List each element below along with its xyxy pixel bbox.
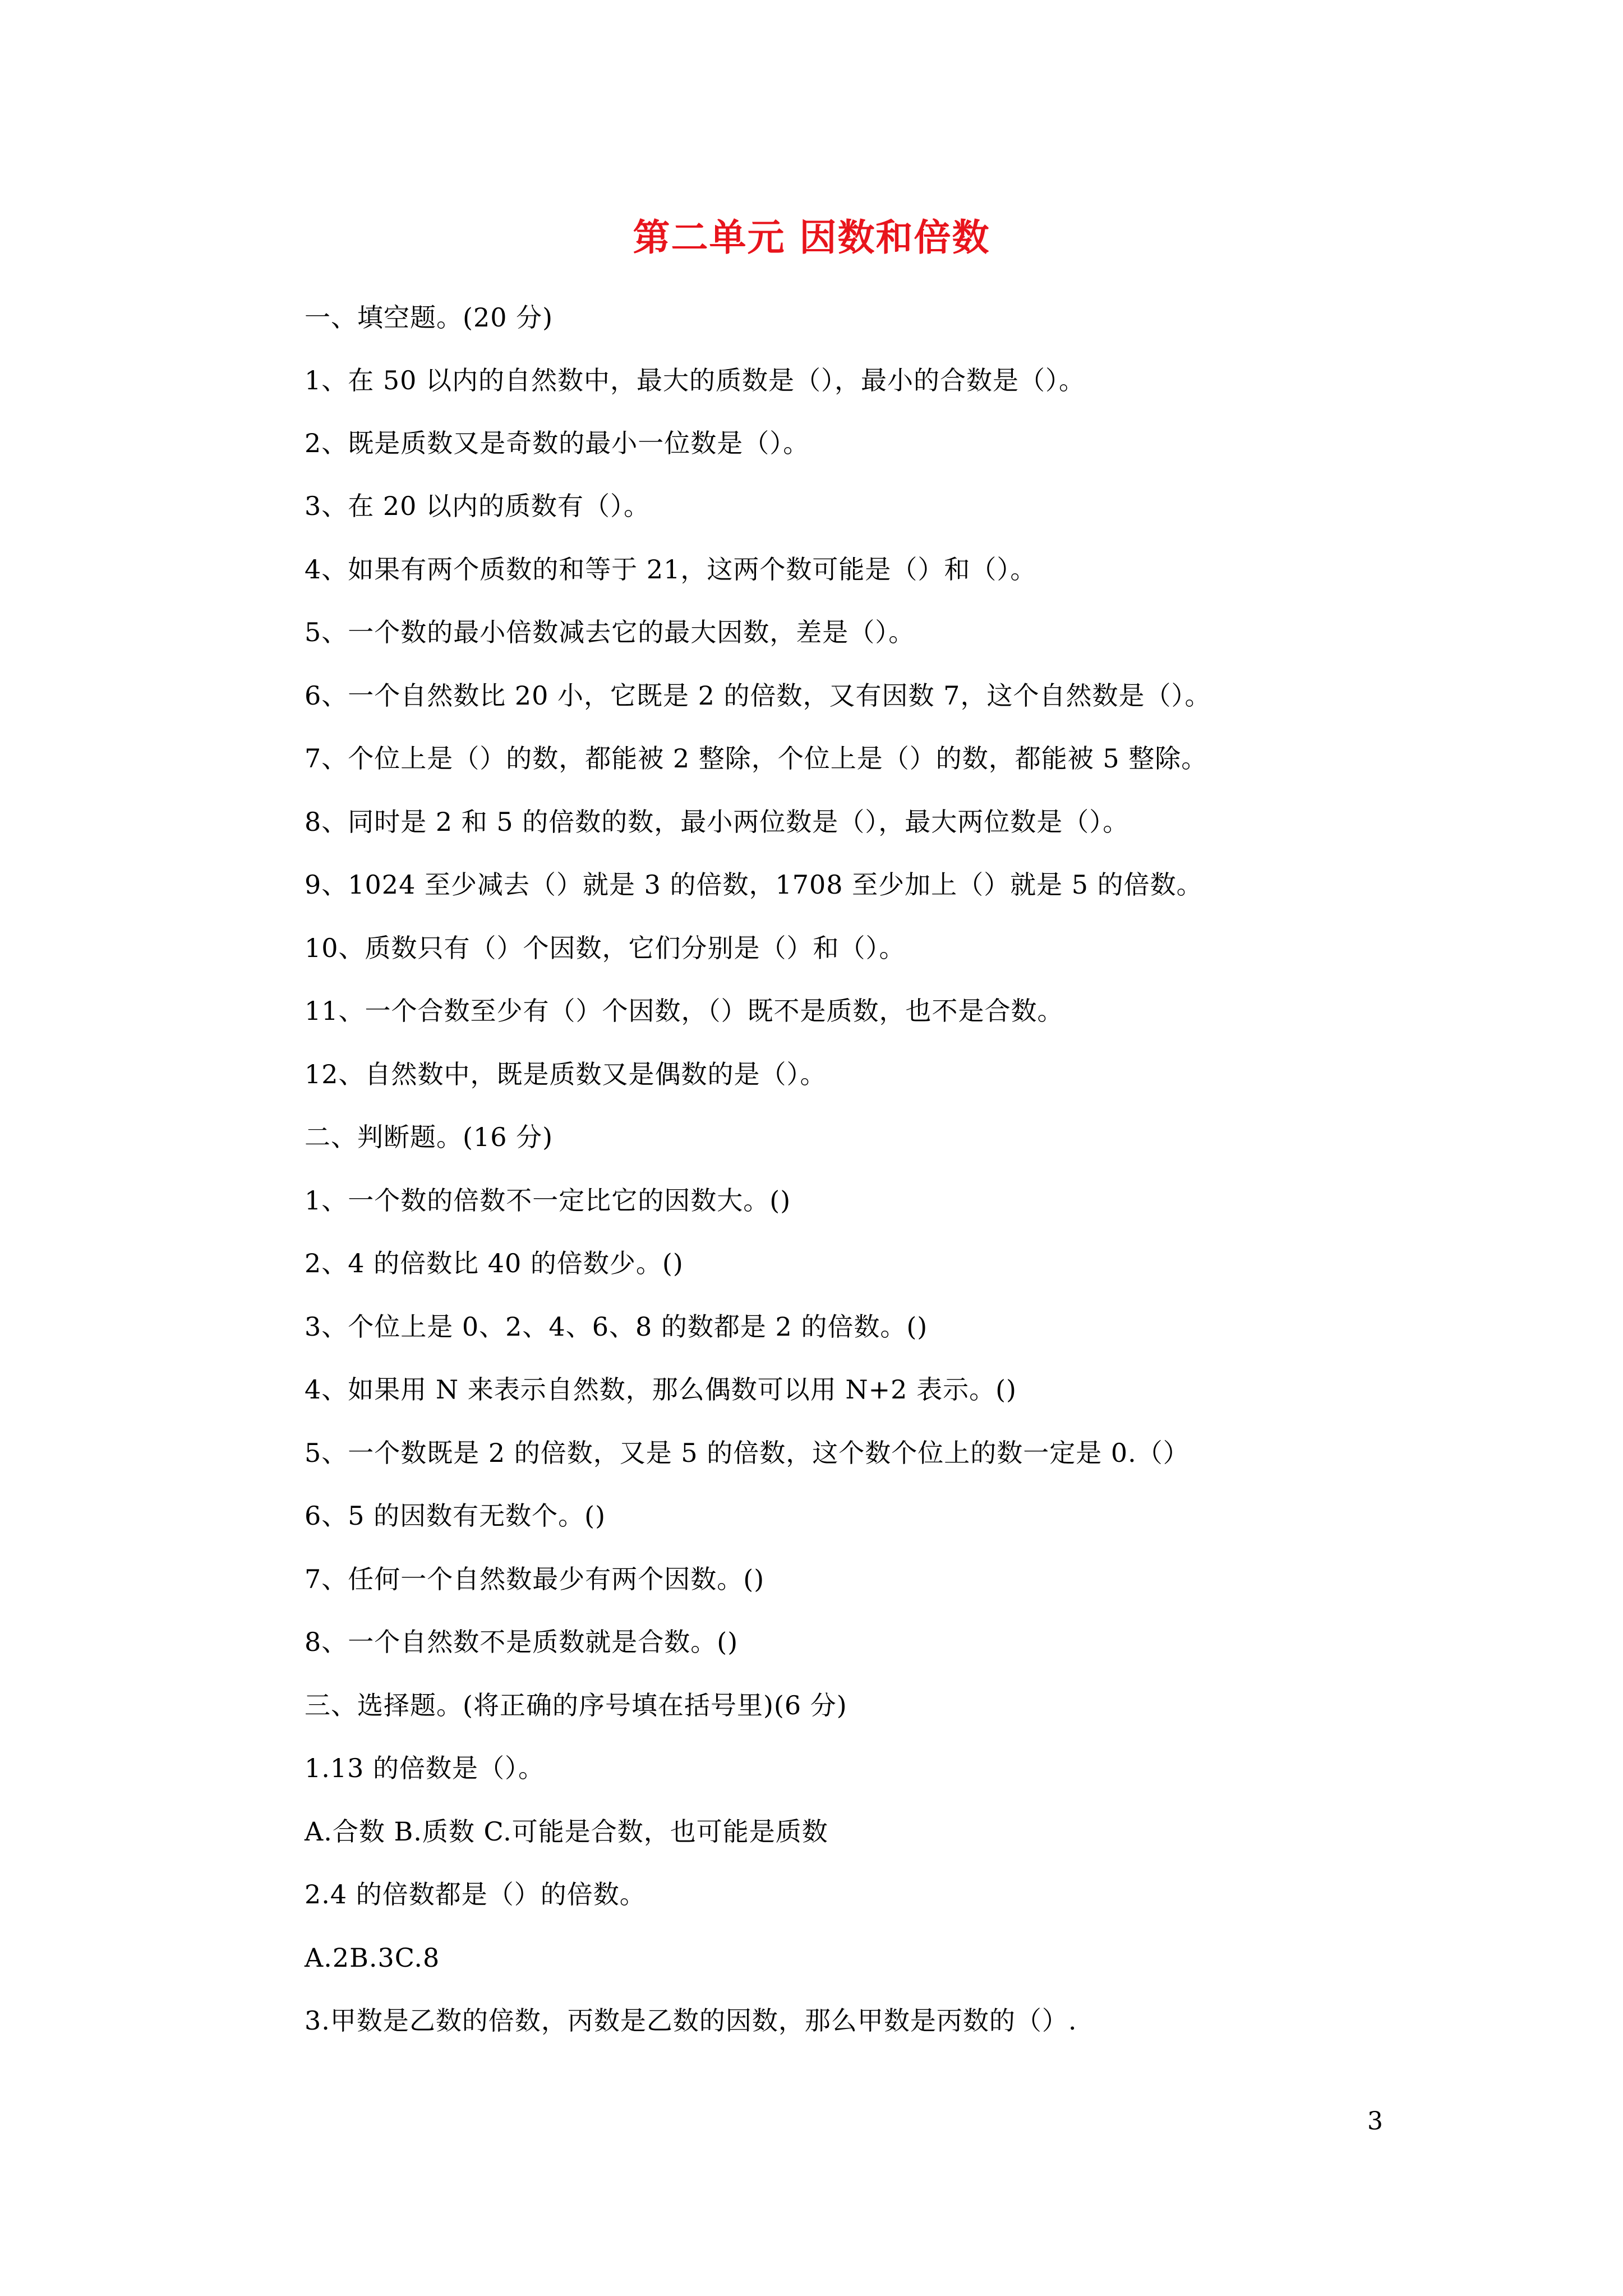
question-line: 1.13 的倍数是（）。 (305, 1753, 545, 1783)
question-line: 1、在 50 以内的自然数中，最大的质数是（），最小的合数是（）。 (305, 365, 1086, 395)
question-line: 12、自然数中，既是质数又是偶数的是（）。 (305, 1059, 827, 1089)
question-line: 3、在 20 以内的质数有（）。 (305, 491, 651, 521)
question-line: 5、一个数既是 2 的倍数，又是 5 的倍数，这个数个位上的数一定是 0.（） (305, 1438, 1189, 1468)
question-line: 5、一个数的最小倍数减去它的最大因数，差是（）。 (305, 617, 915, 647)
question-line: 6、5 的因数有无数个。() (305, 1501, 606, 1531)
question-line: 10、质数只有（）个因数，它们分别是（）和（）。 (305, 933, 906, 963)
question-line: 4、如果用 N 来表示自然数，那么偶数可以用 N+2 表示。() (305, 1374, 1017, 1405)
question-line: 9、1024 至少减去（）就是 3 的倍数，1708 至少加上（）就是 5 的倍数。 (305, 869, 1203, 900)
question-line: 8、一个自然数不是质数就是合数。() (305, 1627, 739, 1657)
question-line: 7、个位上是（）的数，都能被 2 整除，个位上是（）的数，都能被 5 整除。 (305, 743, 1208, 774)
answer-options: A.2B.3C.8 (305, 1943, 440, 1973)
page-title: 第二单元 因数和倍数 (633, 215, 990, 259)
question-line: 2、4 的倍数比 40 的倍数少。() (305, 1248, 684, 1278)
section-heading-multiple-choice: 三、选择题。(将正确的序号填在括号里)(6 分) (305, 1690, 847, 1720)
question-line: 3.甲数是乙数的倍数，丙数是乙数的因数，那么甲数是丙数的（）. (305, 2005, 1077, 2036)
answer-options: A.合数 B.质数 C.可能是合数，也可能是质数 (305, 1816, 828, 1847)
question-line: 11、一个合数至少有（）个因数，（）既不是质数，也不是合数。 (305, 996, 1064, 1026)
question-line: 8、同时是 2 和 5 的倍数的数，最小两位数是（），最大两位数是（）。 (305, 807, 1129, 837)
section-heading-true-false: 二、判断题。(16 分) (305, 1122, 554, 1152)
question-line: 2.4 的倍数都是（）的倍数。 (305, 1879, 646, 1910)
question-line: 7、任何一个自然数最少有两个因数。() (305, 1564, 765, 1594)
question-line: 1、一个数的倍数不一定比它的因数大。() (305, 1185, 791, 1216)
page-number: 3 (1367, 2107, 1383, 2136)
question-line: 4、如果有两个质数的和等于 21，这两个数可能是（）和（）。 (305, 554, 1037, 585)
question-line: 3、个位上是 0、2、4、6、8 的数都是 2 的倍数。() (305, 1312, 928, 1342)
question-line: 6、一个自然数比 20 小，它既是 2 的倍数，又有因数 7，这个自然数是（）。 (305, 680, 1211, 711)
question-line: 2、既是质数又是奇数的最小一位数是（）。 (305, 428, 810, 458)
section-heading-fill-in: 一、填空题。(20 分) (305, 302, 554, 333)
